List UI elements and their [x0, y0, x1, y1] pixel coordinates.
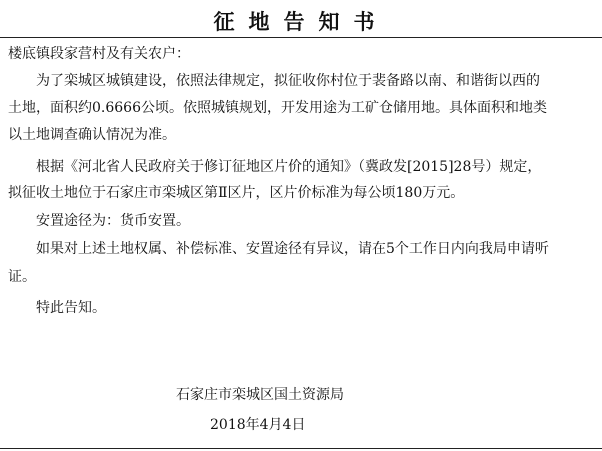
paragraph-line-9: 特此告知。 — [36, 300, 106, 316]
paragraph-line-3: 以土地调查确认情况为准。 — [8, 127, 176, 143]
salutation: 楼底镇段家营村及有关农户： — [8, 46, 190, 62]
signature-date: 2018年4月4日 — [210, 417, 306, 433]
paragraph-line-5: 拟征收土地位于石家庄市栾城区第Ⅱ区片，区片价标准为每公顷180万元。 — [8, 185, 465, 201]
paragraph-line-4: 根据《河北省人民政府关于修订征地区片价的通知》（冀政发[2015]28号）规定， — [36, 159, 542, 175]
signature-org: 石家庄市栾城区国土资源局 — [176, 387, 344, 403]
paragraph-line-1: 为了栾城区城镇建设，依照法律规定，拟征收你村位于裴备路以南、和谐街以西的 — [36, 73, 540, 89]
paragraph-line-7: 如果对上述土地权属、补偿标准、安置途径有异议，请在5个工作日内向我局申请听 — [36, 241, 549, 257]
paragraph-line-2: 土地，面积约0.6666公顷。依照城镇规划，开发用途为工矿仓储用地。具体面积和地类 — [8, 100, 547, 116]
bottom-border — [0, 448, 602, 449]
paragraph-line-6: 安置途径为：货币安置。 — [36, 213, 190, 229]
paragraph-line-8: 证。 — [8, 269, 36, 285]
document-title: 征地告知书 — [213, 9, 389, 34]
title-divider — [0, 37, 602, 38]
